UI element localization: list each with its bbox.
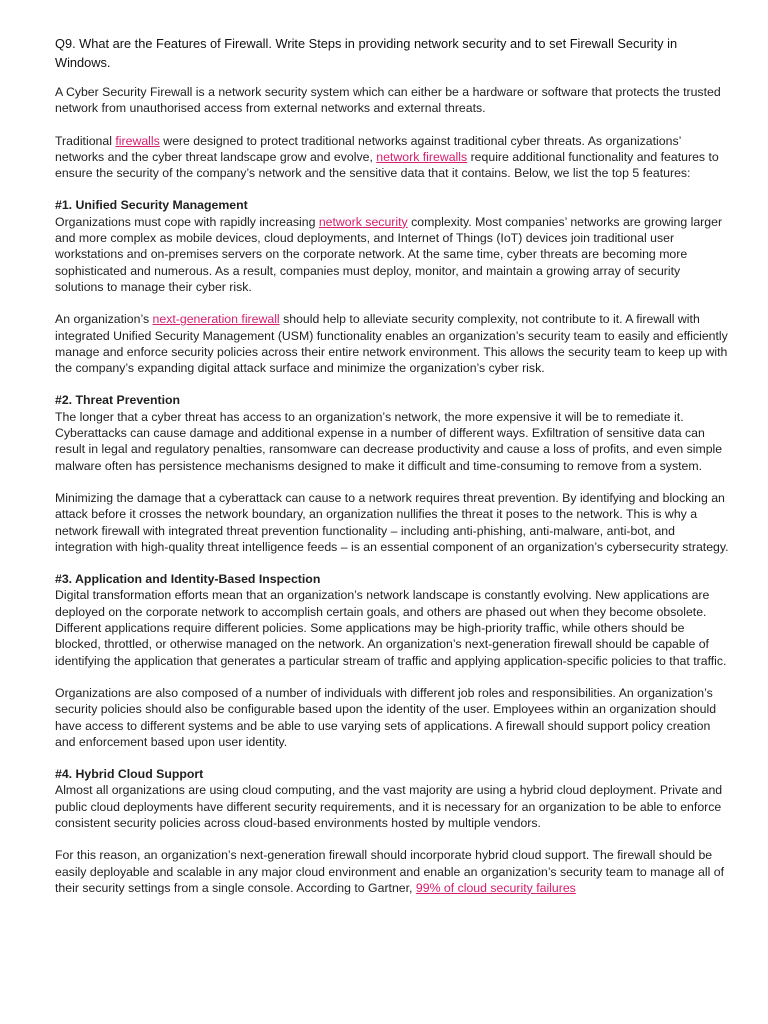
feature-3-p2-text: Organizations are also composed of a number of individuals with different job roles and responsibilities. An organization’s security policies should also be configurable based upon the identity of the user. Employees within an organization should have access to different systems and be able to use varying sets of applications. A firewall should support policy creation and enforcement based upon user identity. [55,685,717,749]
feature-1-paragraph-2 [55,311,732,376]
feature-4-text-1: Almost all organizations are using cloud computing, and the vast majority are using a hybrid cloud deployment. Private and public cloud deployments have different security requirements, and it is necessary for an organization to be able to enforce consistent security policies across cloud-based environments hosted by multiple vendors. [55,783,723,830]
traditional-text-1: Traditional [55,133,116,148]
feature-4-section [55,766,732,831]
feature-4-heading: #4. Hybrid Cloud Support [55,767,204,782]
question-heading: Q9. What are the Features of Firewall. Write Steps in providing network security and to set Firewall Security in Windows. [55,36,678,70]
feature-3-paragraph-2 [55,685,732,750]
next-generation-firewall-link[interactable]: next-generation firewall [152,312,280,327]
intro-text: A Cyber Security Firewall is a network security system which can either be a hardware or software that protects the trusted network from unauthorised access from external networks and external threats. [55,85,721,116]
feature-4-paragraph-2 [55,847,732,896]
network-firewalls-link[interactable]: network firewalls [376,149,468,164]
feature-2-heading: #2. Threat Prevention [55,393,181,408]
feature-1-p2-text-1: An organization’s [55,312,153,327]
feature-2-section [55,392,732,473]
feature-2-text-1: The longer that a cyber threat has access to an organization’s network, the more expensive it will be to remediate it. Cyberattacks can cause damage and additional expense in a number of different ways. Exfiltration of sensitive data can result in legal and regulatory penalties, ransomware can decrease productivity and cause a loss of profits, and even simple malware often has persistence mechanisms designed to make it difficult and time-consuming to remove from a system. [55,409,723,473]
feature-3-section [55,571,732,669]
cloud-security-failures-link[interactable]: 99% of cloud security failures [415,880,576,895]
feature-1-heading: #1. Unified Security Management [55,198,248,213]
feature-1-p2-text-2: should help to alleviate security complexity, not contribute to it. A firewall with integrated Unified Security Management (USM) functionality enables an organization’s security team to easily and efficiently manage and enforce security policies across their entire network environment. This allows the security team to keep up with the company’s expanding digital attack surface and minimize the organization’s cyber risk. [55,312,728,376]
feature-1-text-1: Organizations must cope with rapidly increasing [55,214,319,229]
traditional-text-2: were designed to protect traditional networks against traditional cyber threats. As organizations’ networks and the cyber threat landscape grow and evolve, [55,133,681,164]
feature-2-paragraph-2 [55,490,732,555]
feature-3-text-1: Digital transformation efforts mean that an organization’s network landscape is constantly evolving. New applications are deployed on the corporate network to accomplish certain goals, and others are phased out when they become obsolete. Different applications require different policies. Some applications may be high-priority traffic, while others should be blocked, throttled, or otherwise managed on the network. An organization’s next-generation firewall should be capable of identifying the application that generates a particular stream of traffic and applying application-specific policies to that traffic. [55,588,727,668]
feature-3-heading: #3. Application and Identity-Based Inspection [55,572,321,587]
intro-paragraph [55,84,732,117]
network-security-link[interactable]: network security [318,214,408,229]
feature-4-p2-text: For this reason, an organization’s next-generation firewall should incorporate hybrid cloud support. The firewall should be easily deployable and scalable in any major cloud environment and enable an organization’s security team to manage all of their security settings from a single console. According to Gartner, [55,848,724,895]
firewalls-link[interactable]: firewalls [115,133,160,148]
feature-1-section [55,197,732,295]
feature-1-text-2: complexity. Most companies’ networks are growing larger and more complex as mobile devices, cloud deployments, and Internet of Things (IoT) devices join traditional user workstations and on-premises servers on the corporate network. At the same time, cyber threats are becoming more sophisticated and numerous. As a result, companies must deploy, monitor, and maintain a growing array of security solutions to manage their cyber risk. [55,214,723,294]
traditional-text-3: require additional functionality and features to ensure the security of the company’s network and the sensitive data that it contains. Below, we list the top 5 features: [55,149,719,181]
traditional-paragraph [55,133,732,182]
feature-2-p2-text: Minimizing the damage that a cyberattack can cause to a network requires threat prevention. By identifying and blocking an attack before it crosses the network boundary, an organization nullifies the threat it poses to the network. This is why a network firewall with integrated threat prevention functionality – including anti-phishing, anti-malware, anti-bot, and integration with high-quality threat intelligence feeds – is an essential component of an organization’s cybersecurity strategy. [55,490,729,554]
